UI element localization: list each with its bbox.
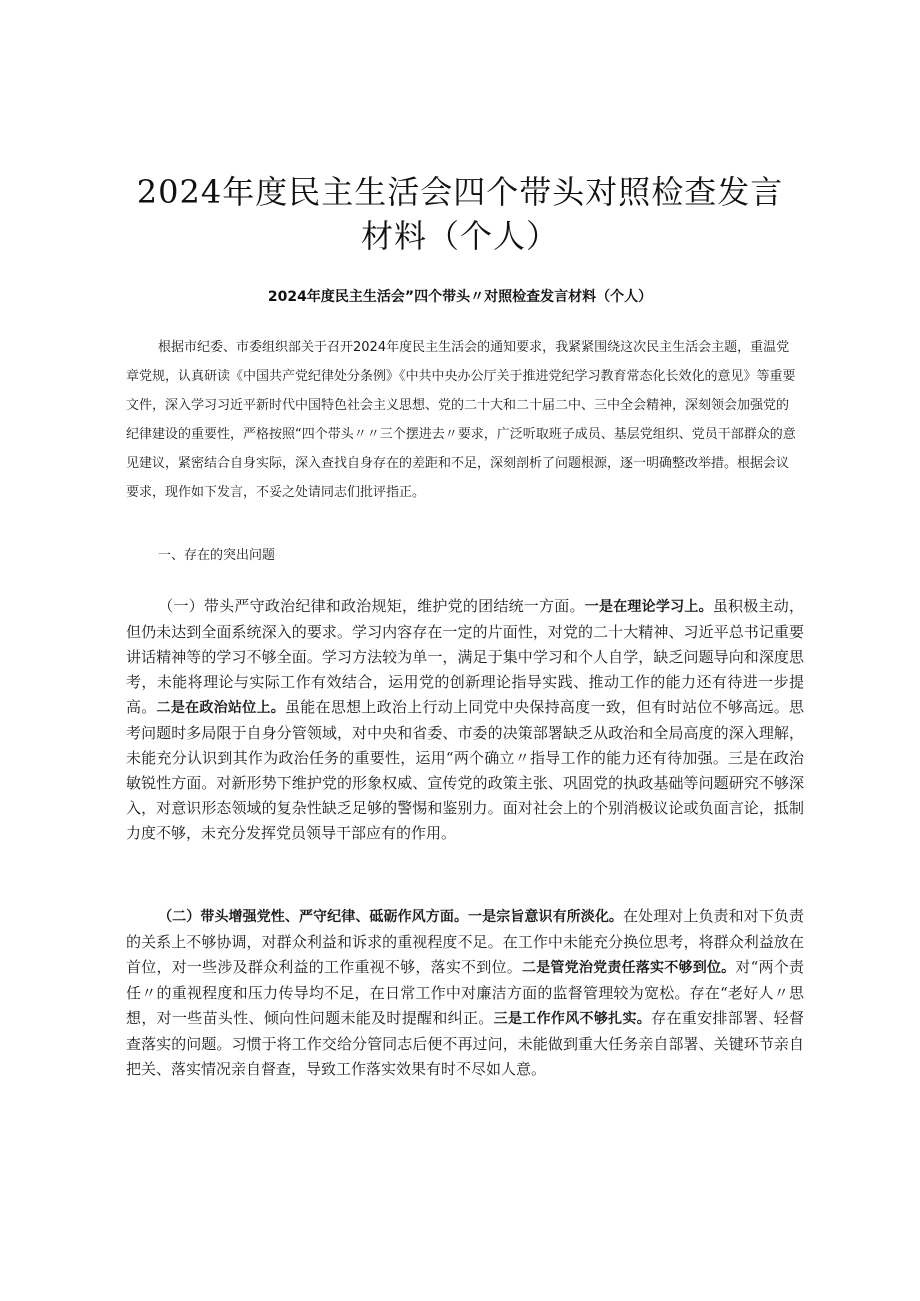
para2-point-3-lead: 三是工作作风不够扎实。 bbox=[493, 1011, 652, 1027]
section-heading-text: 一、存在的突出问题 bbox=[158, 548, 276, 563]
para2-point-2-lead: 二是管党治党责任落实不够到位。 bbox=[521, 960, 736, 976]
title-line-1: 2024年度民主生活会四个带头对照检查发言 bbox=[136, 173, 784, 211]
para1-point-1-lead: 一是在理论学习上。 bbox=[584, 599, 713, 615]
para2-intro-lead: （二）带头增强党性、严守纪律、砥砺作风方面。一是宗旨意识有所淡化。 bbox=[158, 909, 624, 925]
intro-paragraph bbox=[126, 333, 798, 507]
document-title bbox=[100, 170, 820, 258]
para1-point-1-text: 虽积极主动，但仍未达到全面系统深入的要求。学习内容存在一定的片面性，对党的二十大精神、习近平总书记重要讲话精神等的学习不够全面。学习方法较为单一，满足于集中学习和个人自学，缺乏问题导向和深度思考，未能将理论与实际工作有效结合，运用党的创新理论指导实践、推动工作的能力还有待进一步提高。 bbox=[126, 597, 804, 716]
paragraph-party-spirit bbox=[126, 904, 804, 1082]
title-line-2: 材料（个人） bbox=[360, 217, 559, 255]
document-subtitle: 2024年度民主生活会”四个带头〃对照检查发言材料（个人） bbox=[267, 289, 653, 305]
paragraph-political-discipline bbox=[126, 594, 804, 846]
para2-point-2-text: 对“两个责任〃的重视程度和压力传导均不足，在日常工作中对廉洁方面的监督管理较为宽松。存在“老好人〃思想，对一些苗头性、倾向性问题未能及时提醒和纠正。 bbox=[126, 958, 804, 1027]
para1-intro: （一）带头严守政治纪律和政治规矩，维护党的团结统一方面。 bbox=[158, 597, 585, 615]
para2-point-3-text: 存在重安排部署、轻督查落实的问题。习惯于将工作交给分管同志后便不再过问，未能做到重大任务亲自部署、关键环节亲自把关、落实情况亲自督查，导致工作落实效果有时不尽如人意。 bbox=[126, 1009, 804, 1078]
section-heading bbox=[126, 541, 798, 570]
para1-point-2-lead: 二是在政治站位上。 bbox=[156, 700, 285, 716]
intro-text: 根据市纪委、市委组织部关于召开2024年度民主生活会的通知要求，我紧紧围绕这次民主生活会主题，重温党章党规，认真研读《中国共产党纪律处分条例》《中共中央办公厅关于推进党纪学习教育常态化长效化的意见》等重要文件，深入学习习近平新时代中国特色社会主义思想、党的二十大和二十届二中、三中全会精神，深刻领会加强党的纪律建设的重要性，严格按照“四个带头〃〃三个摆进去〃要求，广泛听取班子成员、基层党组织、党员干部群众的意见建议，紧密结合自身实际，深入查找自身存在的差距和不足，深刻剖析了问题根源，逐一明确整改举措。根据会议要求，现作如下发言，不妥之处请同志们批评指正。 bbox=[126, 340, 796, 500]
para1-point-2-text: 虽能在思想上政治上行动上同党中央保持高度一致，但有时站位不够高远。思考问题时多局限于自身分管领域，对中央和省委、市委的决策部署缺乏从政治和全局高度的深入理解，未能充分认识到其作为政治任务的重要性，运用“两个确立〃指导工作的能力还有待加强。三是在政治敏锐性方面。对新形势下维护党的形象权威、宣传党的政策主张、巩固党的执政基础等问题研究不够深入，对意识形态领域的复杂性缺乏足够的警惕和鉴别力。面对社会上的个别消极议论或负面言论，抵制力度不够，未充分发挥党员领导干部应有的作用。 bbox=[126, 698, 804, 842]
para2-point-1-text: 在处理对上负责和对下负责的关系上不够协调，对群众利益和诉求的重视程度不足。在工作中未能充分换位思考，将群众利益放在首位，对一些涉及群众利益的工作重视不够，落实不到位。 bbox=[126, 907, 804, 976]
